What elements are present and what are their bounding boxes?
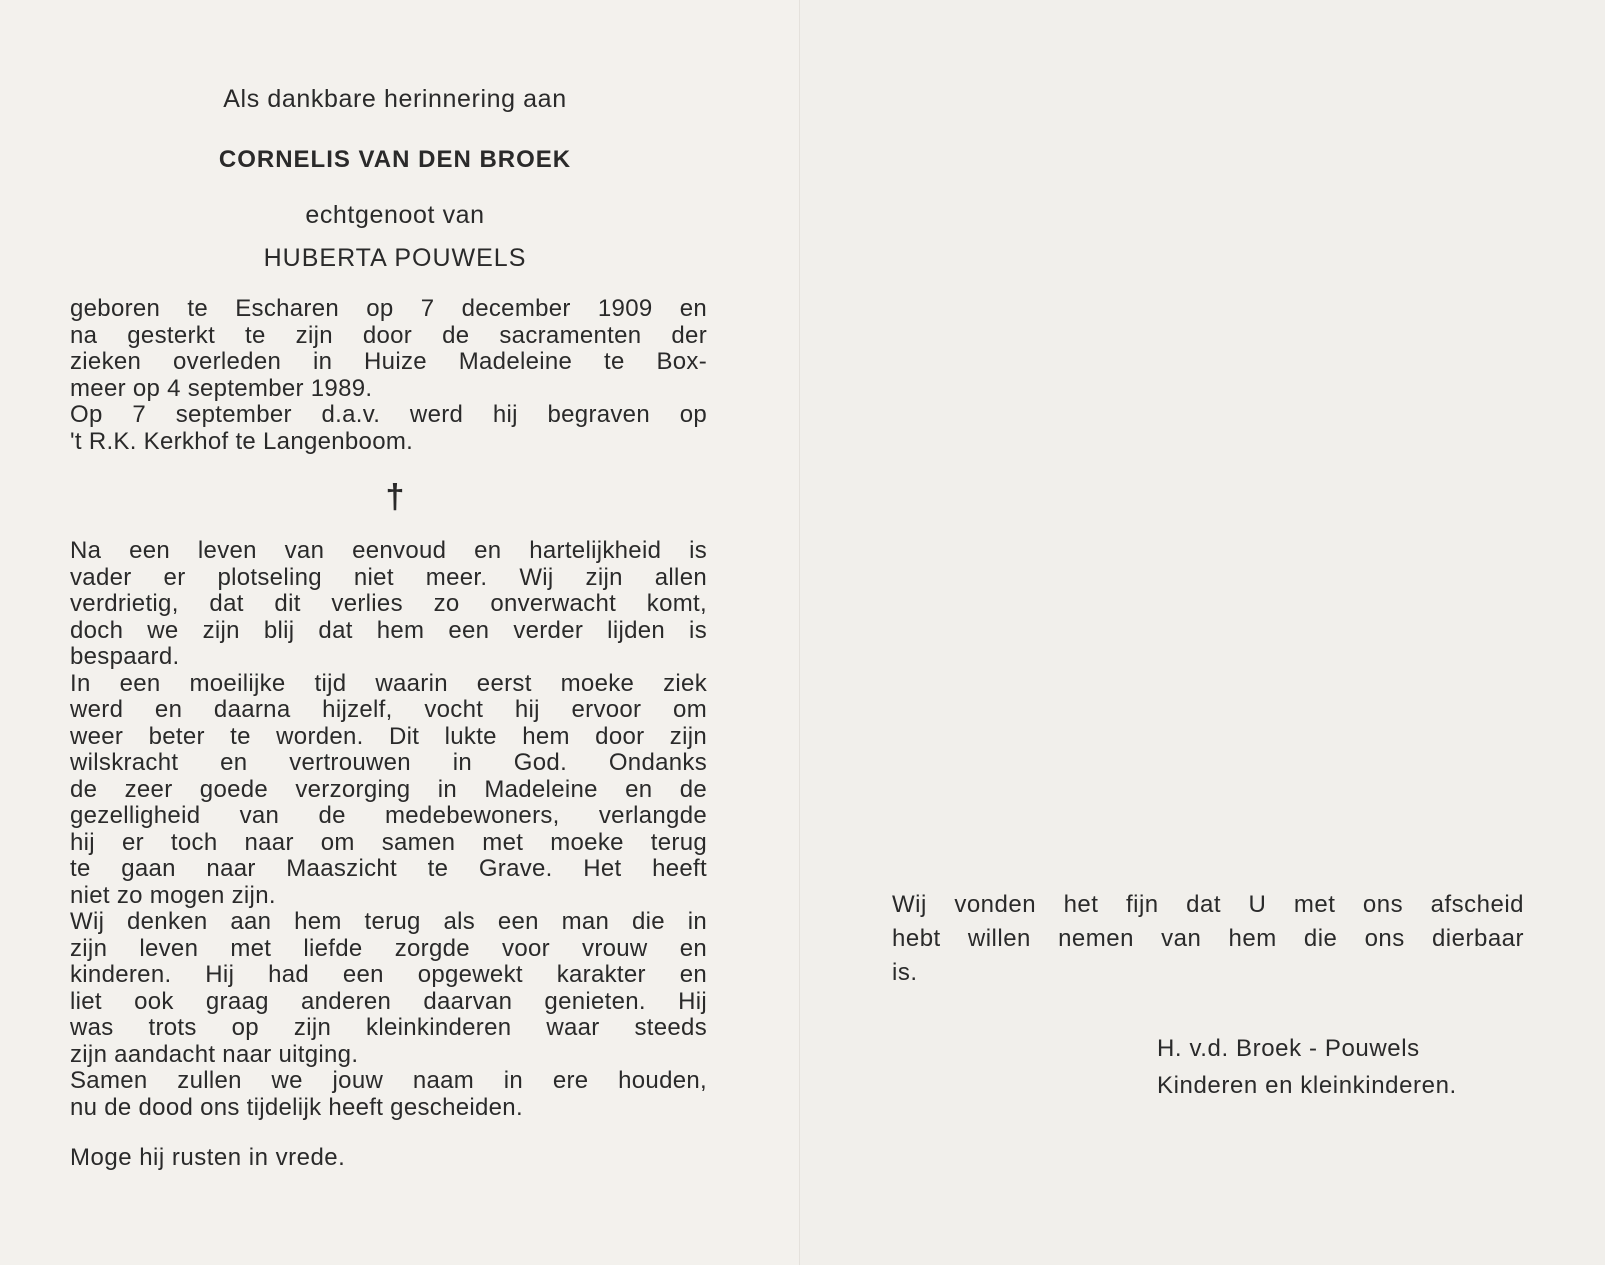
eulogy-line: nu de dood ons tijdelijk heeft gescheiden.: [70, 1093, 523, 1121]
eulogy-line: zijn aandacht naar uitging.: [70, 1040, 359, 1068]
spouse-label: echtgenoot van: [305, 201, 485, 229]
eulogy-line: weer beter te worden. Dit lukte hem door zijn: [70, 722, 707, 750]
thanks-line: Wij vonden het fijn dat U met ons afscheid: [892, 891, 1524, 918]
bio-line: Op 7 september d.a.v. werd hij begraven op: [70, 401, 707, 428]
eulogy-line: Wij denken aan hem terug als een man die in: [70, 908, 707, 935]
closing-text: Moge hij rusten in vrede.: [70, 1144, 346, 1171]
thanks-line: is.: [892, 959, 918, 986]
bio-line: geboren te Escharen op 7 december 1909 en: [70, 295, 707, 322]
eulogy-paragraph: [70, 538, 707, 1121]
biography-paragraph: [70, 296, 707, 455]
family-signature: [1157, 1030, 1457, 1104]
bio-line: zieken overleden in Huize Madeleine te Box-: [70, 348, 707, 375]
eulogy-line: In een moeilijke tijd waarin eerst moeke ziek: [70, 669, 707, 697]
thanks-line: hebt willen nemen van hem die ons dierbaar: [892, 925, 1524, 952]
deceased-name: CORNELIS VAN DEN BROEK: [218, 146, 572, 173]
signature-line: Kinderen en kleinkinderen.: [1157, 1072, 1457, 1099]
eulogy-line: niet zo mogen zijn.: [70, 881, 276, 909]
thanks-paragraph: [892, 888, 1524, 990]
bio-line: 't R.K. Kerkhof te Langenboom.: [70, 427, 414, 455]
eulogy-line: vader er plotseling niet meer. Wij zijn allen: [70, 563, 707, 591]
eulogy-line: werd en daarna hijzelf, vocht hij ervoor om: [70, 696, 707, 723]
eulogy-line: wilskracht en vertrouwen in God. Ondanks: [70, 749, 707, 776]
eulogy-line: verdrietig, dat dit verlies zo onverwacht komt,: [70, 590, 707, 617]
eulogy-line: te gaan naar Maaszicht te Grave. Het heeft: [70, 855, 707, 882]
intro-text: Als dankbare herinnering aan: [223, 85, 567, 113]
eulogy-line: Samen zullen we jouw naam in ere houden,: [70, 1067, 707, 1094]
eulogy-line: hij er toch naar om samen met moeke terug: [70, 828, 707, 856]
eulogy-line: Na een leven van eenvoud en hartelijkheid is: [70, 537, 707, 564]
eulogy-line: bespaard.: [70, 643, 180, 670]
cross-icon: †: [385, 478, 405, 516]
eulogy-line: doch we zijn blij dat hem een verder lijden is: [70, 616, 707, 644]
eulogy-line: kinderen. Hij had een opgewekt karakter en: [70, 961, 707, 988]
spouse-name: HUBERTA POUWELS: [263, 244, 527, 272]
left-panel: [0, 0, 800, 1265]
eulogy-line: gezelligheid van de medebewoners, verlangde: [70, 802, 707, 829]
eulogy-line: liet ook graag anderen daarvan genieten. Hij: [70, 987, 707, 1015]
bio-line: na gesterkt te zijn door de sacramenten der: [70, 321, 707, 349]
signature-line: H. v.d. Broek - Pouwels: [1157, 1035, 1420, 1062]
eulogy-line: de zeer goede verzorging in Madeleine en de: [70, 775, 707, 803]
eulogy-line: zijn leven met liefde zorgde voor vrouw en: [70, 934, 707, 962]
bio-line: meer op 4 september 1989.: [70, 374, 373, 402]
eulogy-line: was trots op zijn kleinkinderen waar steeds: [70, 1014, 707, 1041]
